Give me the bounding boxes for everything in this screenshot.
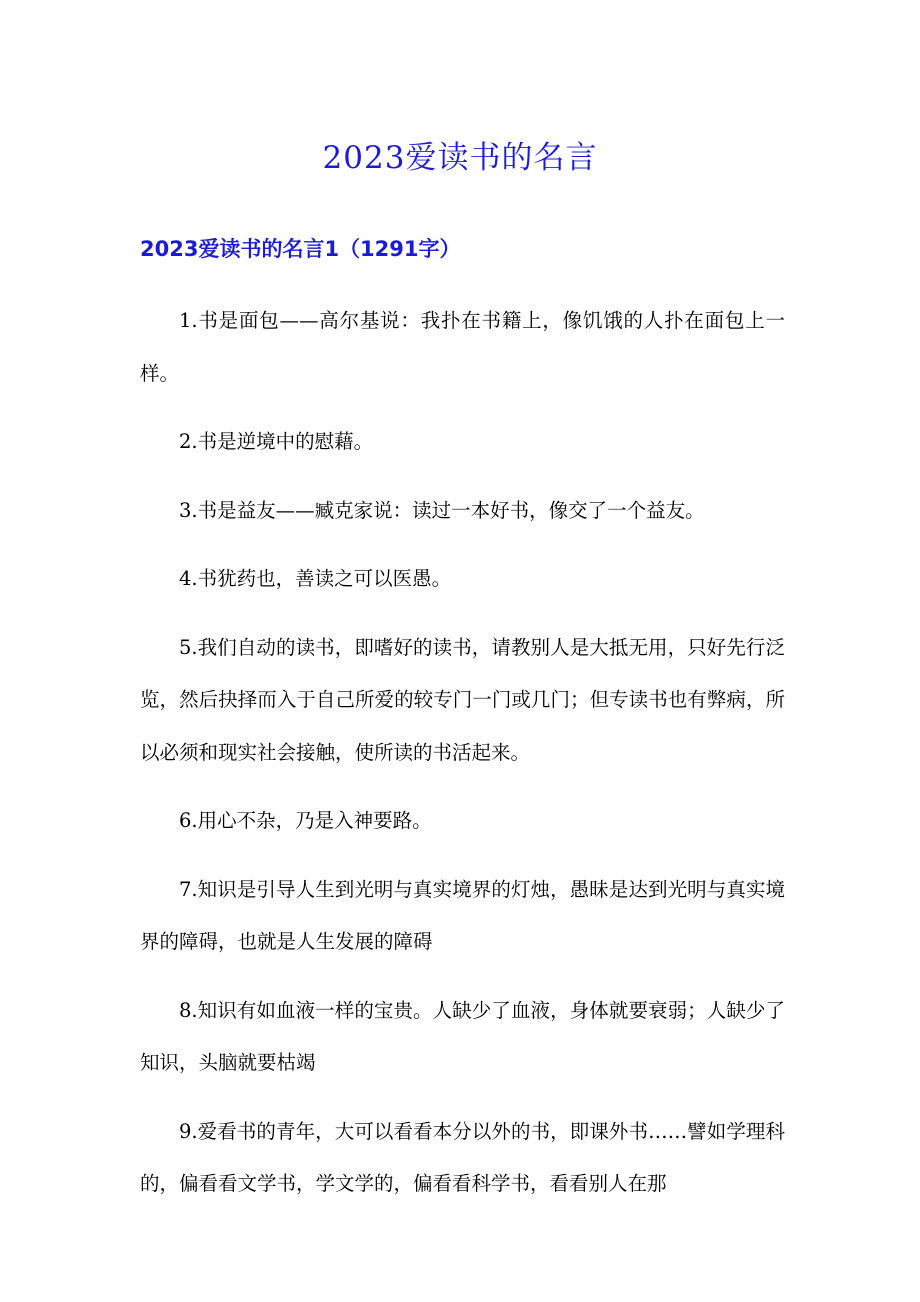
quote-paragraph-6: 6.用心不杂，乃是入神要路。 [179,809,432,832]
quote-paragraph-3: 3.书是益友——臧克家说：读过一本好书，像交了一个益友。 [179,498,705,522]
quote-paragraph-2: 2.书是逆境中的慰藉。 [179,430,374,453]
quote-paragraph-5: 5.我们自动的读书，即嗜好的读书，请教别人是大抵无用，只好先行泛览，然后抉择而入于自己所爱的较专门一门或几门；但专读书也有弊病，所以必须和现实社会接触，使所读的书活起来。 [140,635,785,764]
section-heading: 2023爱读书的名言1（1291字） [140,237,461,261]
quote-paragraph-8: 8.知识有如血液一样的宝贵。人缺少了血液，身体就要衰弱；人缺少了知识，头脑就要枯竭 [140,998,785,1074]
page-title: 2023爱读书的名言 [322,140,598,176]
quote-paragraph-9: 9.爱看书的青年，大可以看看本分以外的书，即课外书……譬如学理科的，偏看看文学书，学文学的，偏看看科学书，看看别人在那 [140,1119,785,1195]
document-body [140,295,785,1227]
quote-paragraph-4: 4.书犹药也，善读之可以医愚。 [179,567,452,590]
quote-paragraph-7: 7.知识是引导人生到光明与真实境界的灯烛，愚昧是达到光明与真实境界的障碍，也就是人生发展的障碍 [140,877,785,953]
quote-paragraph-1: 1.书是面包——高尔基说：我扑在书籍上，像饥饿的人扑在面包上一样。 [140,309,785,385]
